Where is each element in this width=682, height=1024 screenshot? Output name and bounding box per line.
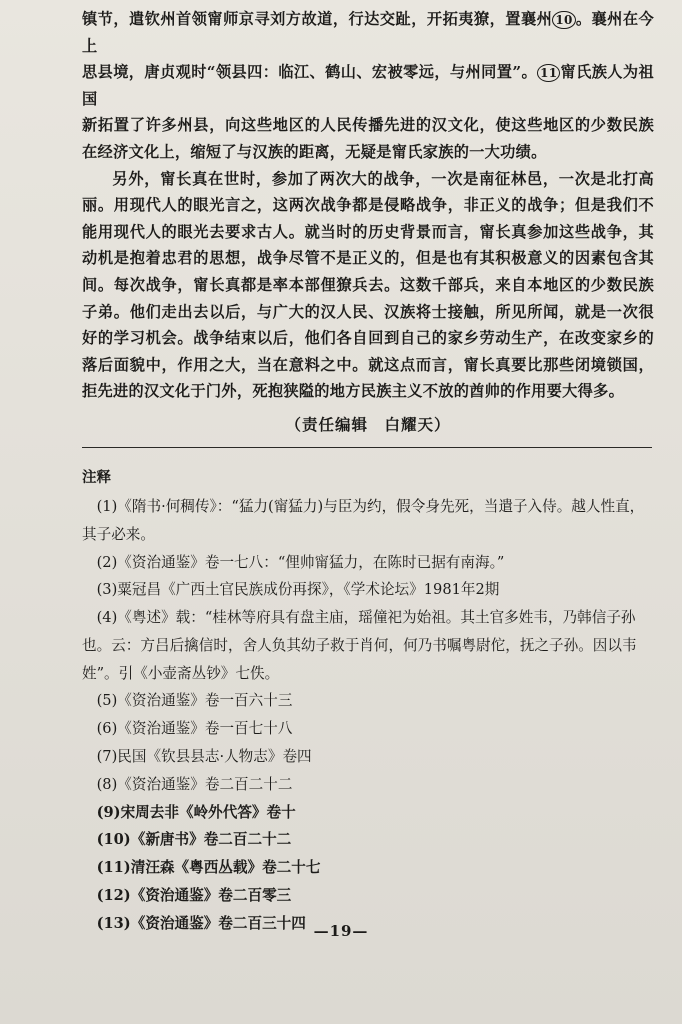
note-item: (3)粟冠昌《广西土官民族成份再探》，《学术论坛》1981年2期 <box>96 581 500 599</box>
note-item: (6)《资治通鉴》卷一百七十八 <box>96 720 293 738</box>
paragraph-1-continuation: 新拓置了许多州县，向这些地区的人民传播先进的汉文化，使这些地区的少数民族在经济文化上，缩短了与汉族的距离，无疑是甯氏家族的一大功绩。 <box>82 116 654 161</box>
note-item: (9)宋周去非《岭外代答》卷十 <box>96 803 296 821</box>
note-item: (13)《资治通鉴》卷二百三十四 <box>96 914 306 932</box>
notes-heading: 注释 <box>82 468 111 486</box>
paragraph-line-1: 镇节，遣钦州首领甯师京寻刘方故道，行达交趾，开拓夷獠，置襄州 10 。襄州在今上 <box>82 10 655 55</box>
footnote-marker-11: 11 <box>537 64 560 82</box>
note-item: (4)《粤述》载：“桂林等府具有盘主庙，瑶僮祀为始祖。其土官多姓韦，乃韩信子孙也。云：方吕后擒信时，舍人负其幼子救于肖何，何乃书嘱粤尉佗，抚之子孙。因以韦姓”。引《小壶斋丛钞》七佚。 <box>82 609 637 682</box>
article-body <box>82 6 654 405</box>
page-number: —19— <box>313 922 369 940</box>
note-item: (12)《资治通鉴》卷二百零三 <box>96 887 292 905</box>
note-item: (5)《资治通鉴》卷一百六十三 <box>96 692 293 710</box>
section-divider <box>82 447 652 448</box>
paragraph-line-2: 思县境，唐贞观时“领县四：临江、鹤山、宏被零远，与州同置”。 11 甯氏族人为祖国 <box>82 63 654 108</box>
note-item: (2)《资治通鉴》卷一七八：“俚帅甯猛力，在陈时已据有南海。” <box>96 553 505 571</box>
note-item: (11)清汪森《粤西丛载》卷二十七 <box>96 859 321 877</box>
responsible-editor: （责任编辑 白耀天） <box>285 414 451 434</box>
note-item: (1)《隋书·何稠传》：“猛力(甯猛力)与臣为约，假令身先死，当遣子入侍。越人性直，其子必来。 <box>82 497 645 543</box>
paragraph-2: 另外，甯长真在世时，参加了两次大的战争，一次是南征林邑，一次是北打高丽。用现代人的眼光言之，这两次战争都是侵略战争，非正义的战争；但是我们不能用现代人的眼光去要求古人。就当时的历史背景而言，甯长真参加这些战争，其动机是抱着忠君的思想，战争尽管不是正义的，但是也有其积极意义的因素包含其间。每次战争，甯长真都是率本部俚獠兵去。这数千部兵，来自本地区的少数民族子弟。他们走出去以后，与广大的汉人民、汉族将士接触，所见所闻，就是一次很好的学习机会。战争结束以后，他们各自回到自己的家乡劳动生产，在改变家乡的落后面貌中，作用之大，当在意料之中。就这点而言，甯长真要比那些闭境锁国，拒先进的汉文化于门外，死抱狭隘的地方民族主义不放的酋帅的作用要大得多。 <box>82 169 654 401</box>
footnote-marker-10: 10 <box>552 11 575 29</box>
note-item: (10)《新唐书》卷二百二十二 <box>96 831 292 849</box>
note-item: (7)民国《钦县县志·人物志》卷四 <box>96 748 312 766</box>
notes-list <box>82 493 654 938</box>
note-item: (8)《资治通鉴》卷二百二十二 <box>96 775 293 793</box>
